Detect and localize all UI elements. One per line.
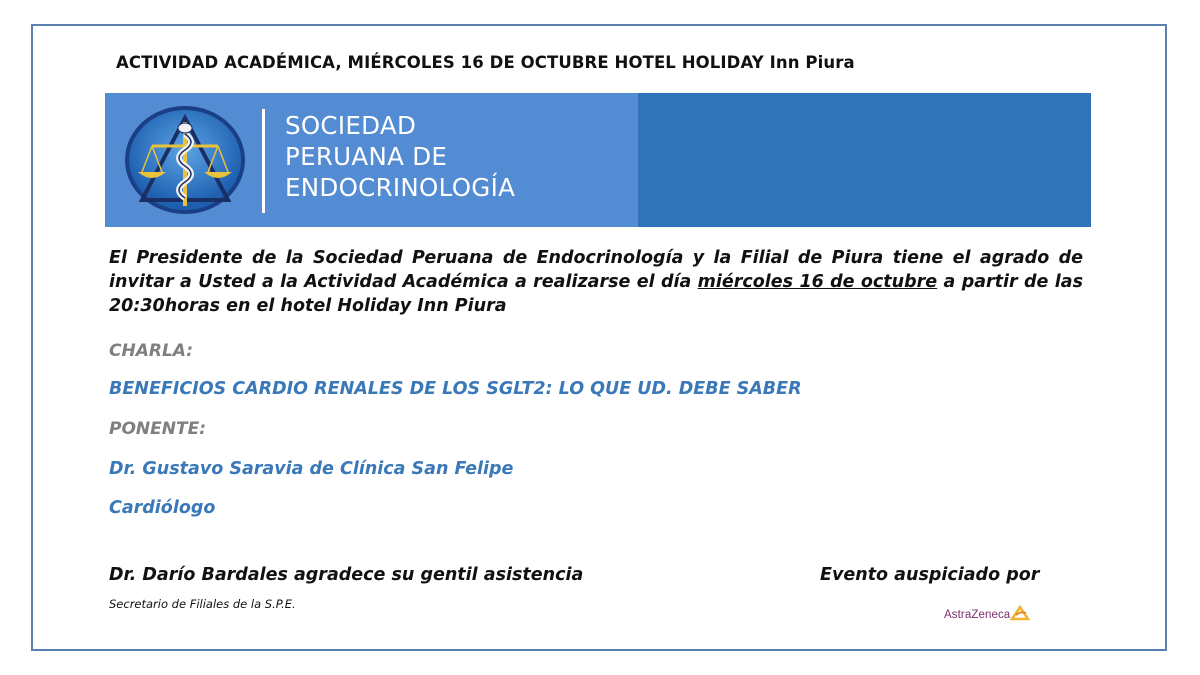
talk-label: CHARLA: [109, 341, 194, 361]
astrazeneca-logo-icon [1010, 605, 1030, 621]
speaker-name: Dr. Gustavo Saravia de Clínica San Felipe [109, 459, 514, 479]
society-name [285, 110, 515, 203]
event-heading: ACTIVIDAD ACADÉMICA, MIÉRCOLES 16 DE OCTUBRE HOTEL HOLIDAY Inn Piura [116, 53, 855, 72]
organizer-thanks: Dr. Darío Bardales agradece su gentil asistencia [109, 565, 584, 585]
talk-title: BENEFICIOS CARDIO RENALES DE LOS SGLT2: LO QUE UD. DEBE SABER [109, 379, 802, 399]
banner-divider [262, 109, 265, 213]
event-date-underlined: miércoles 16 de octubre [697, 272, 938, 292]
sponsor-logo [944, 609, 1030, 621]
invitation-text [109, 246, 1083, 318]
invitation-text-end: a partir de las 20:30horas en el hotel Holiday Inn Piura [109, 272, 1083, 316]
society-name-line-2: PERUANA DE [285, 142, 448, 171]
sponsor-name: AstraZeneca [944, 609, 1011, 621]
organizer-role: Secretario de Filiales de la S.P.E. [109, 597, 296, 611]
caduceus-scales-icon [122, 104, 248, 216]
invitation-text-start: El Presidente de la Sociedad Peruana de Endocrinología y la Filial de Piura tiene el agrado de invitar a Usted a la Actividad Académica a realizarse el día [109, 248, 1083, 292]
society-name-line-1: SOCIEDAD [285, 111, 417, 140]
speaker-specialty: Cardiólogo [109, 498, 216, 518]
sponsor-label: Evento auspiciado por [820, 565, 1040, 585]
speaker-label: PONENTE: [109, 419, 206, 439]
society-name-line-3: ENDOCRINOLOGÍA [285, 173, 516, 202]
society-banner [105, 93, 1091, 227]
